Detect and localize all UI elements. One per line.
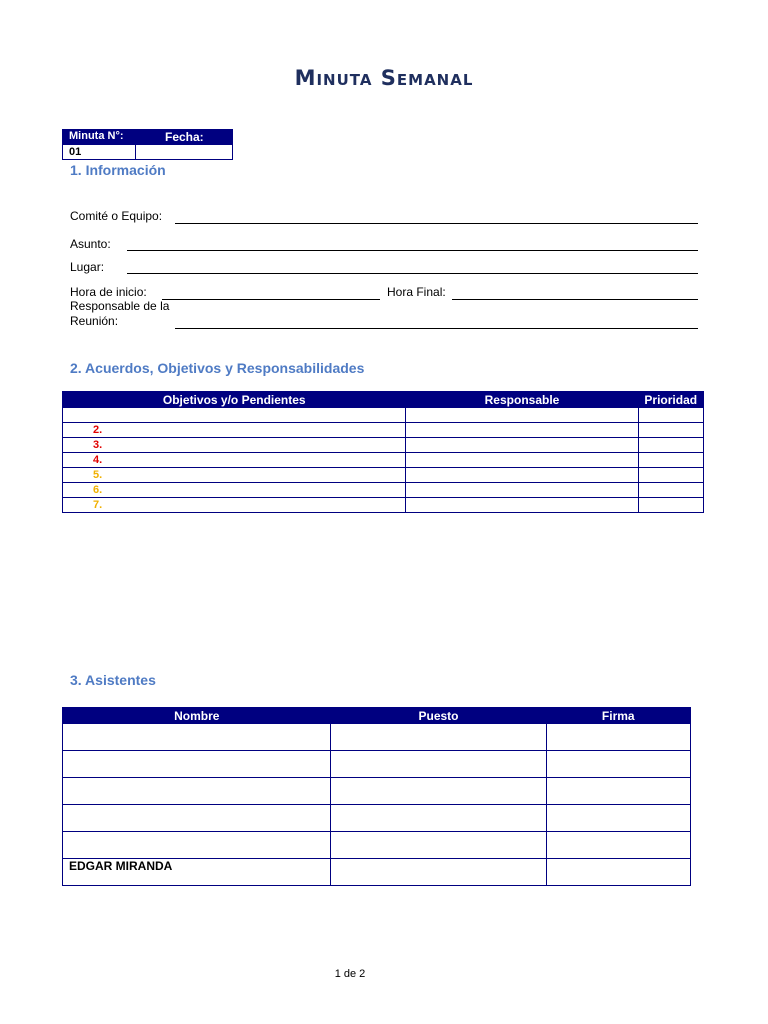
- prioridad-cell[interactable]: [639, 498, 704, 513]
- objetivo-cell[interactable]: [63, 408, 406, 423]
- responsable-label-line2: Reunión:: [70, 314, 119, 328]
- responsable-cell[interactable]: [406, 423, 639, 438]
- firma-cell[interactable]: [547, 805, 691, 832]
- responsable-cell[interactable]: [406, 408, 639, 423]
- prioridad-cell[interactable]: [639, 453, 704, 468]
- minuta-value-row: [63, 145, 232, 160]
- puesto-cell[interactable]: [331, 832, 547, 859]
- table-row: [63, 751, 691, 778]
- acuerdos-header-row: [63, 392, 704, 408]
- acuerdos-table: [62, 391, 704, 513]
- section-asistentes-title: 3. Asistentes: [70, 672, 156, 688]
- table-row: [63, 468, 704, 483]
- comite-label: Comité o Equipo:: [70, 209, 163, 223]
- table-row: [63, 438, 704, 453]
- asunto-label: Asunto:: [70, 237, 111, 251]
- table-row: [63, 423, 704, 438]
- firma-cell[interactable]: [547, 724, 691, 751]
- asistentes-table: [62, 707, 691, 886]
- prioridad-cell[interactable]: [639, 423, 704, 438]
- responsable-cell[interactable]: [406, 453, 639, 468]
- table-row: [63, 408, 704, 423]
- responsable-label-line1: Responsable de la: [70, 299, 170, 313]
- puesto-header: Puesto: [331, 708, 547, 724]
- document-title: Minuta Semanal: [294, 66, 474, 90]
- section-acuerdos-title: 2. Acuerdos, Objetivos y Responsabilidades: [70, 360, 365, 376]
- table-row: [63, 498, 704, 513]
- table-row: [63, 483, 704, 498]
- nombre-cell[interactable]: [63, 832, 331, 859]
- objetivo-cell[interactable]: 7.: [63, 498, 406, 513]
- puesto-cell[interactable]: [331, 751, 547, 778]
- firma-cell[interactable]: [547, 778, 691, 805]
- prioridad-cell[interactable]: [639, 468, 704, 483]
- objetivo-cell[interactable]: 2.: [63, 423, 406, 438]
- table-row: [63, 859, 691, 886]
- nombre-cell[interactable]: [63, 751, 331, 778]
- nombre-cell[interactable]: [63, 805, 331, 832]
- lugar-label: Lugar:: [70, 260, 105, 274]
- objetivo-cell[interactable]: 5.: [63, 468, 406, 483]
- hora-inicio-label: Hora de inicio:: [70, 285, 147, 299]
- nombre-cell[interactable]: [63, 724, 331, 751]
- puesto-cell[interactable]: [331, 724, 547, 751]
- lugar-field[interactable]: [127, 273, 698, 274]
- comite-field[interactable]: [175, 223, 698, 224]
- minuta-divider: [135, 145, 136, 160]
- fecha-label: Fecha:: [165, 130, 204, 144]
- firma-cell[interactable]: [547, 859, 691, 886]
- minuta-number-label: Minuta N°:: [69, 130, 124, 142]
- objetivo-cell[interactable]: 3.: [63, 438, 406, 453]
- objetivos-header: Objetivos y/o Pendientes: [63, 392, 406, 408]
- asunto-field[interactable]: [127, 250, 698, 251]
- hora-final-label: Hora Final:: [387, 285, 446, 299]
- table-row: [63, 805, 691, 832]
- responsable-cell[interactable]: [406, 468, 639, 483]
- nombre-cell[interactable]: EDGAR MIRANDA: [63, 859, 331, 886]
- puesto-cell[interactable]: [331, 805, 547, 832]
- objetivo-cell[interactable]: 4.: [63, 453, 406, 468]
- responsable-cell[interactable]: [406, 438, 639, 453]
- firma-header: Firma: [547, 708, 691, 724]
- table-row: [63, 832, 691, 859]
- table-row: [63, 778, 691, 805]
- hora-inicio-field[interactable]: [162, 299, 380, 300]
- minuta-number-value[interactable]: 01: [69, 146, 82, 158]
- objetivo-cell[interactable]: 6.: [63, 483, 406, 498]
- responsable-field[interactable]: [175, 328, 698, 329]
- firma-cell[interactable]: [547, 751, 691, 778]
- table-row: [63, 724, 691, 751]
- minuta-header-box: [62, 129, 233, 160]
- responsable-cell[interactable]: [406, 483, 639, 498]
- nombre-header: Nombre: [63, 708, 331, 724]
- hora-final-field[interactable]: [452, 299, 698, 300]
- responsable-header: Responsable: [406, 392, 639, 408]
- asistentes-header-row: [63, 708, 691, 724]
- page-number: 1 de 2: [334, 968, 366, 980]
- minuta-header-row: [63, 130, 232, 145]
- prioridad-header: Prioridad: [639, 392, 704, 408]
- prioridad-cell[interactable]: [639, 483, 704, 498]
- table-row: [63, 453, 704, 468]
- puesto-cell[interactable]: [331, 778, 547, 805]
- nombre-cell[interactable]: [63, 778, 331, 805]
- firma-cell[interactable]: [547, 832, 691, 859]
- puesto-cell[interactable]: [331, 859, 547, 886]
- responsable-cell[interactable]: [406, 498, 639, 513]
- section-informacion-title: 1. Información: [70, 162, 166, 178]
- prioridad-cell[interactable]: [639, 408, 704, 423]
- prioridad-cell[interactable]: [639, 438, 704, 453]
